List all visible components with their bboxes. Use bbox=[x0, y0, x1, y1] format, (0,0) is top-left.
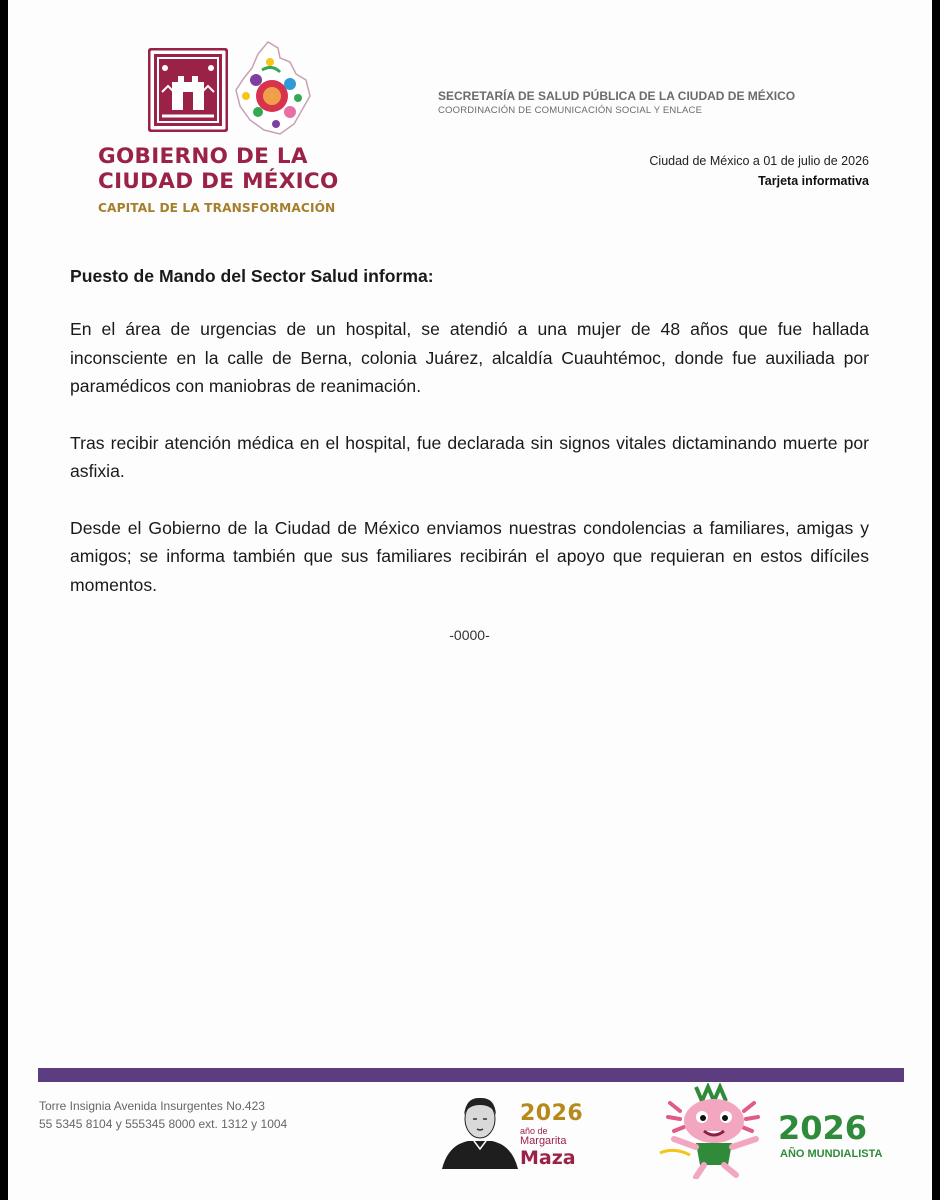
body-paragraph: Desde el Gobierno de la Ciudad de México enviamos nuestras condolencias a familiares, amigas y amigos; se informa también que sus familiares recibirán el apoyo que requieran en estos difíciles momentos. bbox=[70, 517, 869, 595]
body-heading: Puesto de Mando del Sector Salud informa: bbox=[70, 266, 434, 286]
margarita-name: Maza bbox=[520, 1147, 576, 1169]
margarita-text-line1: año de bbox=[520, 1126, 548, 1136]
margarita-text-line2: Margarita bbox=[520, 1135, 567, 1147]
department-name: SECRETARÍA DE SALUD PÚBLICA DE LA CIUDAD DE MÉXICO bbox=[438, 89, 796, 103]
document-type: Tarjeta informativa bbox=[758, 174, 869, 188]
end-separator: -0000- bbox=[449, 627, 490, 643]
mundial-label: AÑO MUNDIALISTA bbox=[780, 1148, 883, 1160]
mundial-year: 2026 bbox=[778, 1109, 868, 1147]
body-paragraph: Tras recibir atención médica en el hospital, fue declarada sin signos vitales dictaminando muerte por asfixia. bbox=[70, 432, 869, 481]
footer-address: Torre Insignia Avenida Insurgentes No.423 bbox=[39, 1099, 265, 1113]
cdmx-map-logo bbox=[232, 40, 314, 136]
margarita-maza-portrait bbox=[440, 1093, 520, 1169]
document-body bbox=[70, 266, 869, 643]
date-line: Ciudad de México a 01 de julio de 2026 bbox=[649, 154, 869, 168]
footer-phones: 55 5345 8104 y 555345 8000 ext. 1312 y 1004 bbox=[39, 1117, 288, 1131]
footer-divider-bar bbox=[38, 1068, 904, 1082]
department-subtitle: COORDINACIÓN DE COMUNICACIÓN SOCIAL Y ENLACE bbox=[438, 105, 703, 116]
document-page bbox=[8, 0, 932, 1200]
margarita-year: 2026 bbox=[520, 1101, 584, 1126]
government-tagline: CAPITAL DE LA TRANSFORMACIÓN bbox=[98, 201, 336, 215]
body-paragraph: En el área de urgencias de un hospital, se atendió a una mujer de 48 años que fue hallada inconsciente en la calle de Berna, colonia Juárez, alcaldía Cuauhtémoc, donde fue auxiliada por paramédicos con maniobras de reanimación. bbox=[70, 319, 869, 396]
cdmx-shield-logo bbox=[148, 48, 228, 132]
government-name: GOBIERNO DE LA CIUDAD DE MÉXICO bbox=[98, 144, 339, 194]
ajolote-mascot bbox=[656, 1083, 772, 1179]
